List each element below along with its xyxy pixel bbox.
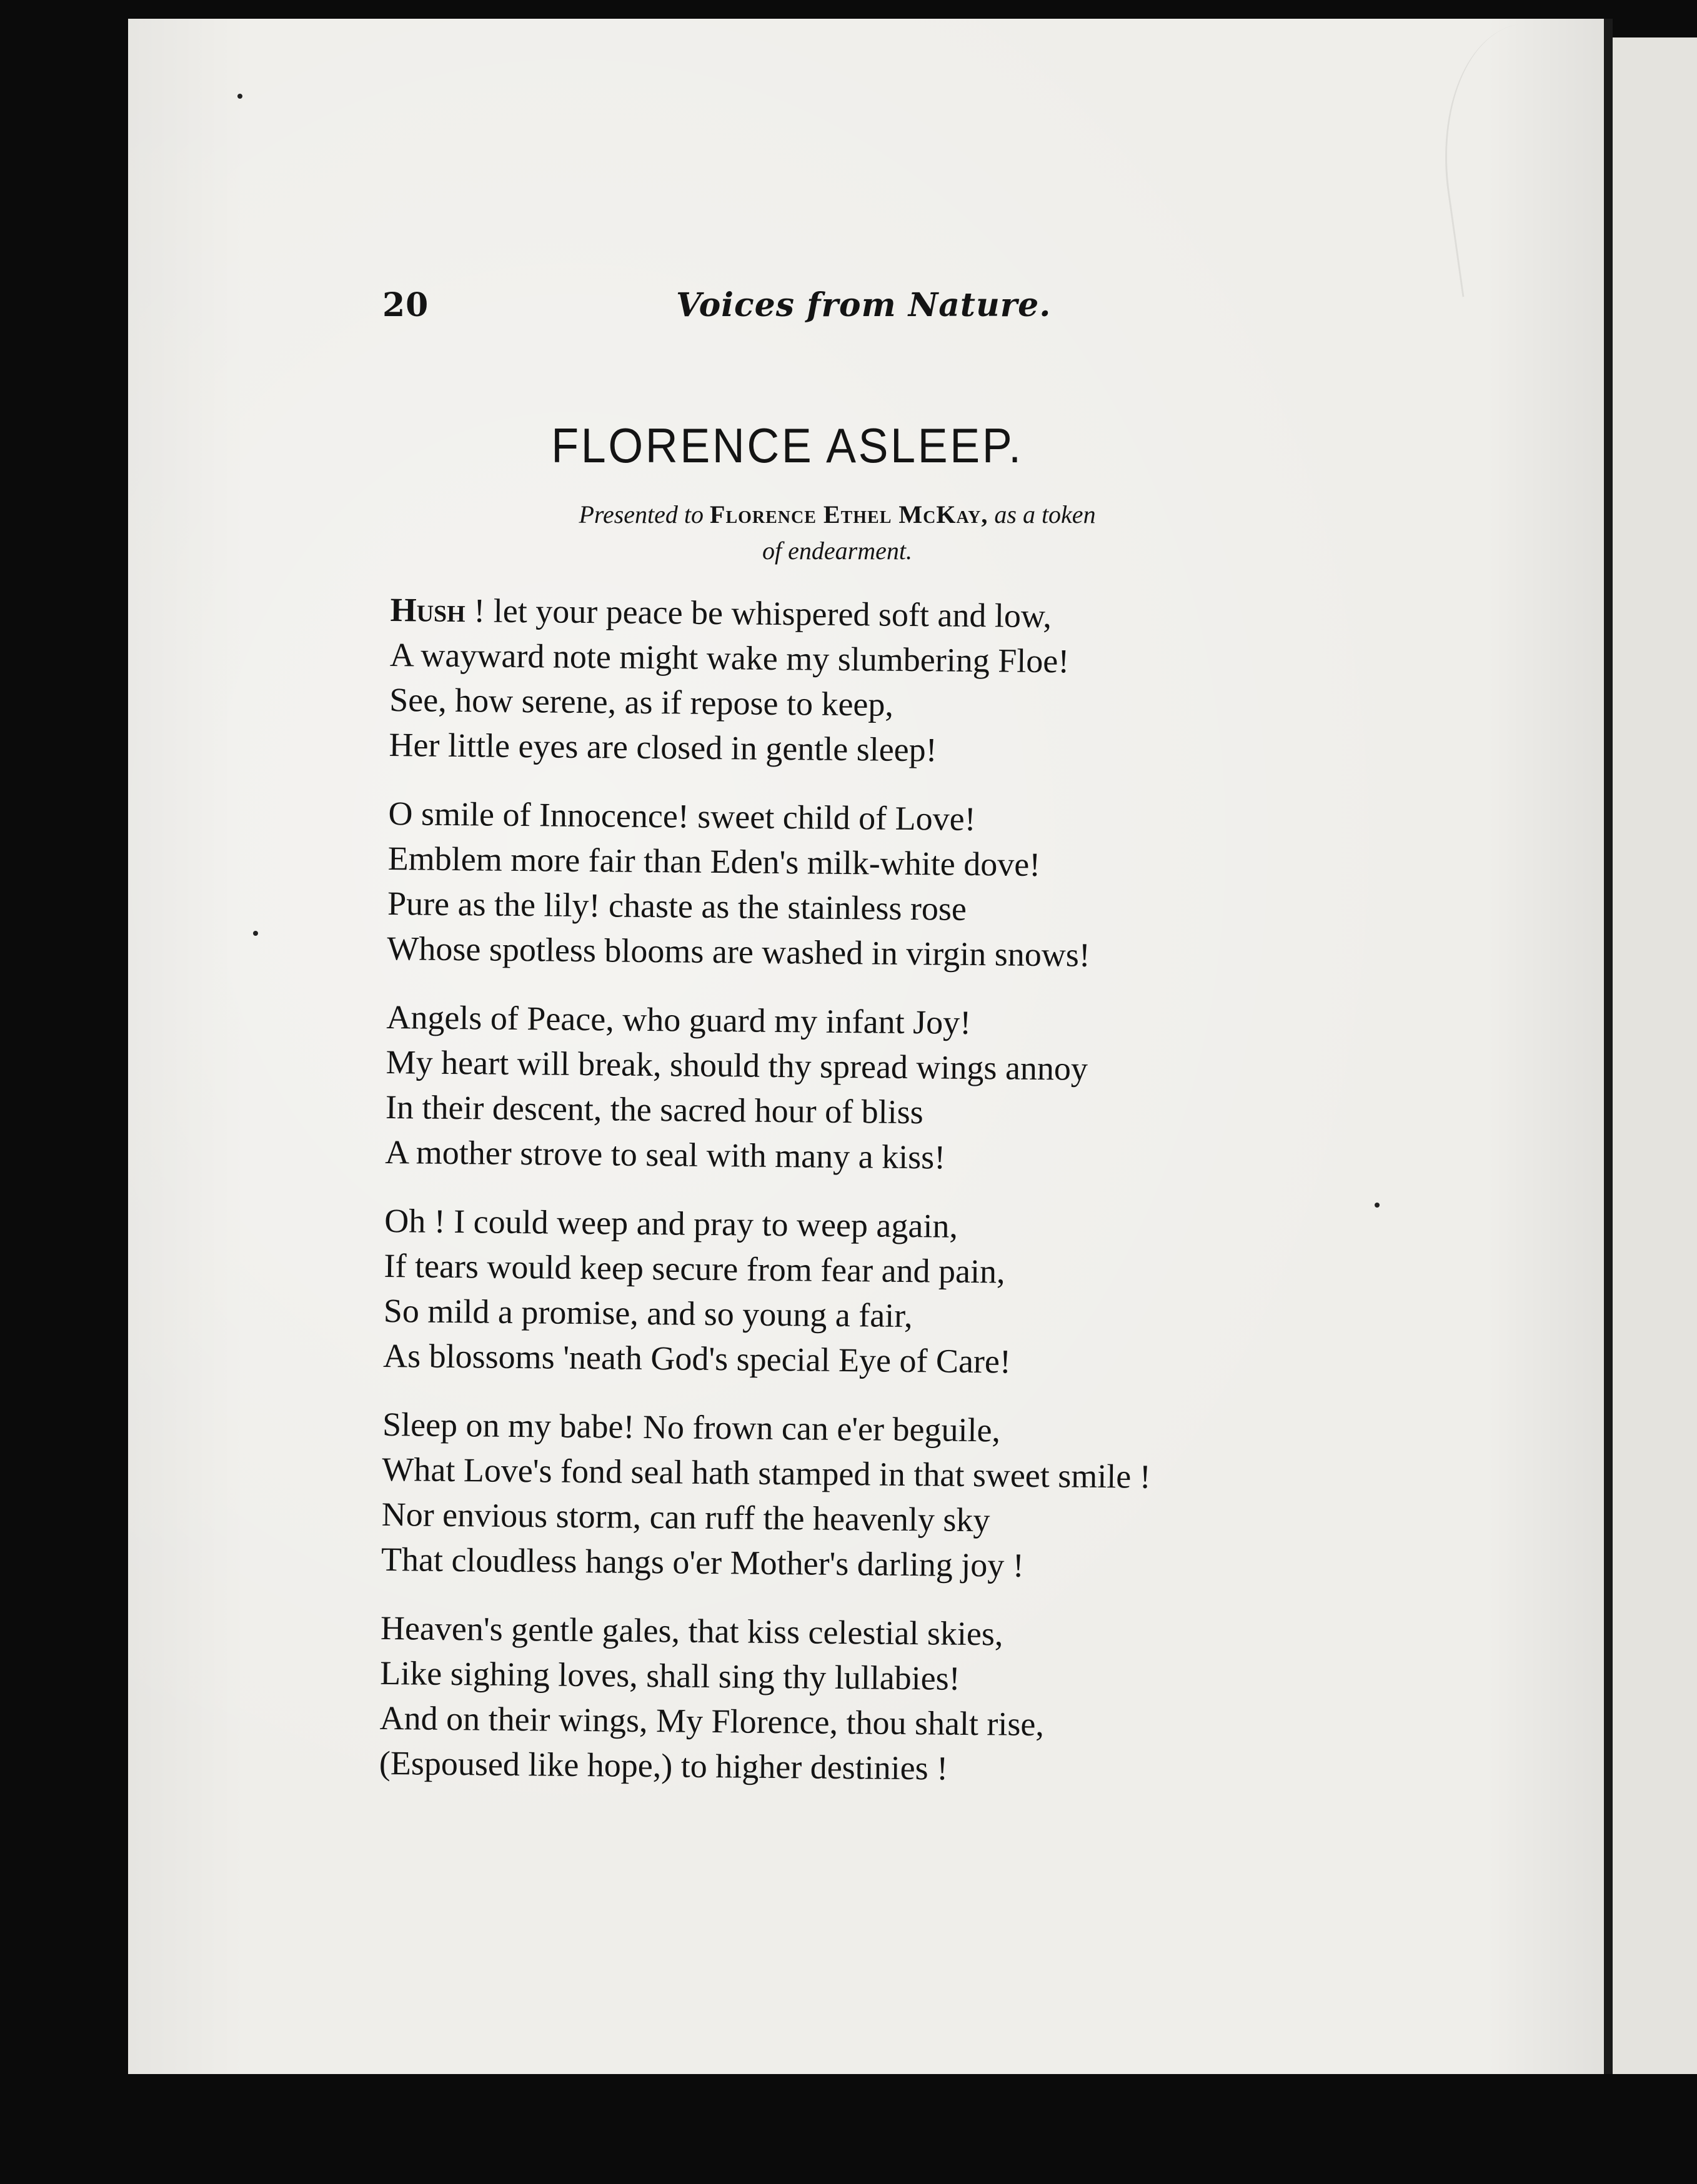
ink-speck [253,931,258,936]
dedication-suffix: as a token [994,500,1096,529]
poem-line: And on their wings, My Florence, thou shalt rise, [379,1699,1045,1744]
first-line-text: ! let your peace be whispered soft and low, [474,592,1052,635]
poem-line: Heaven's gentle gales, that kiss celestial skies, [380,1609,1003,1653]
poem-line: Her little eyes are closed in gentle sleep! [389,725,937,769]
dedication [475,497,1200,569]
poem-line: A mother strove to seal with many a kiss! [385,1133,946,1176]
poem-line: (Espoused like hope,) to higher destinies ! [379,1744,948,1787]
poem-line: If tears would keep secure from fear and pain, [384,1246,1005,1291]
poem-line: Pure as the lily! chaste as the stainless rose [387,884,967,928]
stanza [387,791,1307,980]
poem-line: Oh ! I could weep and pray to weep again, [384,1201,958,1245]
poem-line: See, how serene, as if repose to keep, [389,680,894,723]
poem-line: O smile of Innocence! sweet child of Love! [388,794,976,838]
poem-line: That cloudless hangs o'er Mother's darling joy ! [381,1540,1025,1584]
poem-line: My heart will break, should thy spread wings annoy [386,1043,1088,1088]
poem-line: Emblem more fair than Eden's milk-white dove! [387,839,1041,884]
poem-line: A wayward note might wake my slumbering Floe! [389,635,1070,680]
book-title: Voices from Nature. [676,286,1052,324]
stanza [383,1198,1303,1387]
stanza [385,995,1305,1183]
dedication-name: Florence Ethel McKay, [710,500,988,529]
poem-line: In their descent, the sacred hour of bliss [385,1088,923,1131]
poem-title: FLORENCE ASLEEP. [551,418,1023,473]
poem-line: Angels of Peace, who guard my infant Joy! [386,998,972,1041]
binding-gutter [1604,19,1613,2074]
facing-page-edge [1613,37,1697,2074]
poem-line: So mild a promise, and so young a fair, [383,1291,913,1335]
poem-body [379,587,1309,1818]
ink-speck [237,94,242,99]
ink-speck [1375,1203,1380,1208]
poem-line: Nor envious storm, can ruff the heavenly sky [381,1495,990,1539]
running-head [382,286,1052,336]
stanza [389,587,1309,776]
dedication-line-2: of endearment. [762,537,912,565]
poem-line: Whose spotless blooms are washed in virgin snows! [387,929,1091,974]
poem-line: Like sighing loves, shall sing thy lullabies! [380,1654,960,1697]
stanza [381,1402,1301,1591]
page-number: 20 [382,286,429,324]
poem-line: Sleep on my babe! No frown can e'er beguile, [382,1405,1001,1449]
poem-line: What Love's fond seal hath stamped in that sweet smile ! [382,1450,1152,1496]
poem-line: As blossoms 'neath God's special Eye of Care! [382,1336,1012,1381]
stanza [379,1606,1300,1794]
opening-word: Hush [390,590,466,630]
dedication-prefix: Presented to [579,500,704,529]
